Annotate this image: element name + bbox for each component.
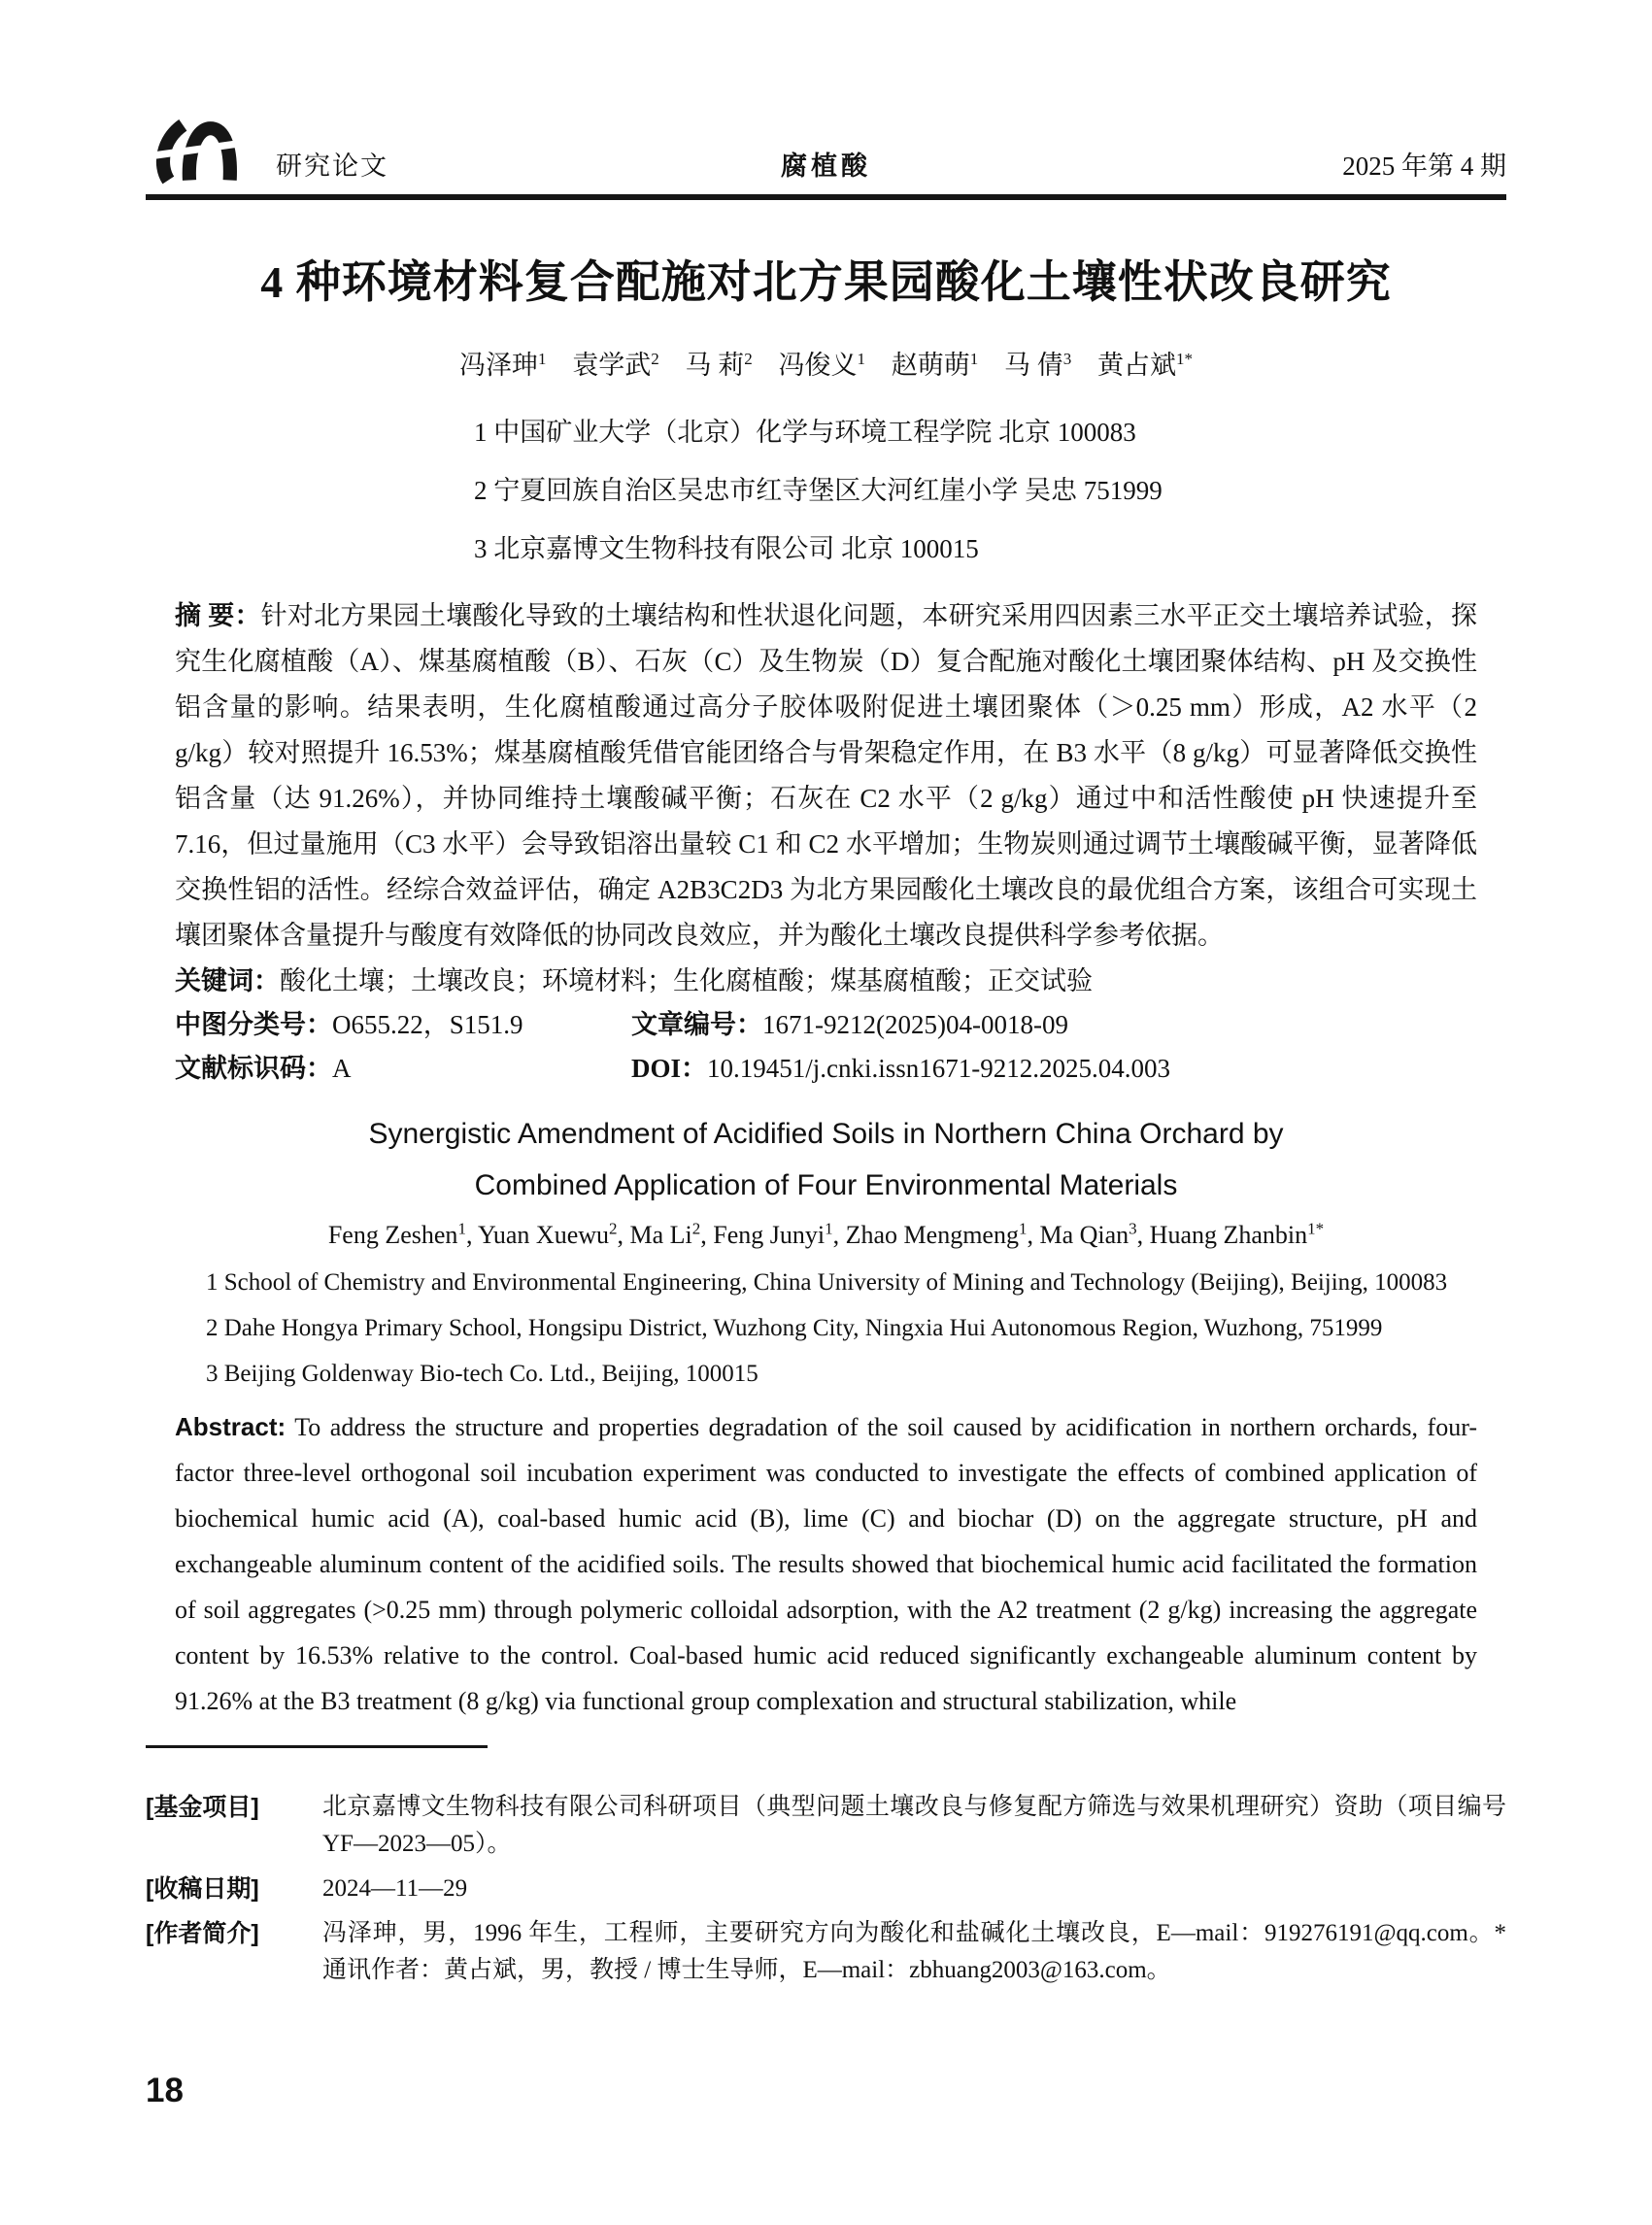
clc-label: 中图分类号： bbox=[175, 1010, 332, 1039]
footnote-label: [基金项目] bbox=[146, 1793, 259, 1821]
author-cn: 袁学武$^2$ bbox=[572, 350, 659, 380]
footnote-text: 北京嘉博文生物科技有限公司科研项目（典型问题土壤改良与修复配方筛选与效果机理研究）资助（项目编号 YF—2023—05）。 bbox=[322, 1793, 1506, 1857]
affiliation-en: 1 School of Chemistry and Environmental Engineering, China University of Mining and Technology (Beijing), Beijing, 100083 bbox=[206, 1268, 1448, 1296]
author-en: Feng Junyi$^1$, bbox=[713, 1219, 846, 1249]
author-en: Zhao Mengmeng$^1$, bbox=[845, 1219, 1040, 1249]
affiliation-cn: 1 中国矿业大学（北京）化学与环境工程学院 北京 100083 bbox=[474, 418, 1136, 447]
footnote-text: 冯泽珅，男，1996 年生，工程师，主要研究方向为酸化和盐碱化土壤改良，E—mail：919276191@qq.com。* 通讯作者：黄占斌，男，教授 / 博士生导师，E—mail：zbhuang2003@163.com。 bbox=[322, 1919, 1506, 1983]
keywords-label: 关键词： bbox=[175, 966, 280, 995]
affiliations-en bbox=[146, 1260, 1506, 1397]
affiliation-cn: 2 宁夏回族自治区吴忠市红寺堡区大河红崖小学 吴忠 751999 bbox=[474, 476, 1163, 505]
footnote-text: 2024—11—29 bbox=[322, 1874, 468, 1902]
header-category: 研究论文 bbox=[276, 152, 388, 181]
article-number-value: 1671-9212(2025)04-0018-09 bbox=[762, 1010, 1068, 1039]
author-en: Huang Zhanbin$^{1*}$ bbox=[1149, 1219, 1325, 1249]
footnote-item bbox=[146, 1871, 1506, 1907]
authors-en bbox=[146, 1219, 1506, 1250]
meta-row-1 bbox=[175, 1003, 1477, 1047]
page-number: 18 bbox=[146, 2072, 184, 2109]
affiliation-en: 2 Dahe Hongya Primary School, Hongsipu District, Wuzhong City, Ningxia Hui Autonomous Region, Wuzhong, 751999 bbox=[206, 1314, 1383, 1341]
document-code-value: A bbox=[332, 1054, 352, 1083]
author-en: Yuan Xuewu$^2$, bbox=[477, 1219, 630, 1249]
author-cn: 马 莉$^2$ bbox=[685, 350, 753, 380]
abstract-en-text: To address the structure and properties degradation of the soil caused by acidification in northern orchards, four-factor three-level orthogonal soil incubation experiment was conducted to investigate the effects of combined application of biochemical humic acid (A), coal-based humic acid (B), lime (C) and biochar (D) on the aggregate structure, pH and exchangeable aluminum content of the acidified soils. The results showed that biochemical humic acid facilitated the formation of soil aggregates (>0.25 mm) through polymeric colloidal adsorption, with the A2 treatment (2 g/kg) increasing the aggregate content by 16.53% relative to the control. Coal-based humic acid reduced significantly exchangeable aluminum content by 91.26% at the B3 treatment (8 g/kg) via functional group complexation and structural stabilization, while bbox=[175, 1412, 1477, 1715]
abstract-cn-label: 摘 要： bbox=[175, 601, 261, 630]
article-title-en-line: Combined Application of Four Environmental Materials bbox=[474, 1169, 1178, 1201]
meta-block bbox=[146, 1003, 1506, 1091]
footnotes bbox=[146, 1789, 1506, 1989]
affiliation-en: 3 Beijing Goldenway Bio-tech Co. Ltd., Beijing, 100015 bbox=[206, 1360, 759, 1387]
author-en: Ma Qian$^3$, bbox=[1039, 1219, 1150, 1249]
footnote-item bbox=[146, 1789, 1506, 1863]
doi-value: 10.19451/j.cnki.issn1671-9212.2025.04.003 bbox=[707, 1054, 1171, 1083]
author-en: Feng Zeshen$^1$, bbox=[327, 1219, 478, 1249]
affiliation-cn: 3 北京嘉博文生物科技有限公司 北京 100015 bbox=[474, 534, 979, 563]
header-rule bbox=[146, 194, 1506, 200]
author-en: Ma Li$^2$, bbox=[629, 1219, 714, 1249]
journal-logo-icon bbox=[146, 109, 243, 188]
header-journal-name: 腐植酸 bbox=[781, 152, 871, 181]
keywords-text: 酸化土壤；土壤改良；环境材料；生化腐植酸；煤基腐植酸；正交试验 bbox=[280, 966, 1093, 995]
doi-label: DOI： bbox=[631, 1054, 708, 1083]
footnote-label: [作者简介] bbox=[146, 1919, 259, 1947]
abstract-en bbox=[146, 1404, 1506, 1724]
header-issue: 2025 年第 4 期 bbox=[1342, 152, 1506, 181]
header-left bbox=[146, 109, 599, 188]
article-title-cn: 4 种环境材料复合配施对北方果园酸化土壤性状改良研究 bbox=[260, 257, 1392, 307]
article-title-en bbox=[146, 1108, 1506, 1211]
page-header bbox=[146, 109, 1506, 188]
footnote-rule bbox=[146, 1745, 488, 1748]
document-code bbox=[175, 1047, 631, 1091]
abstract-cn bbox=[146, 593, 1506, 959]
article-number-label: 文章编号： bbox=[631, 1010, 762, 1039]
footnote-label: [收稿日期] bbox=[146, 1874, 259, 1903]
keywords-cn bbox=[146, 959, 1506, 1003]
abstract-cn-text: 针对北方果园土壤酸化导致的土壤结构和性状退化问题，本研究采用四因素三水平正交土壤培养试验，探究生化腐植酸（A）、煤基腐植酸（B）、石灰（C）及生物炭（D）复合配施对酸化土壤团聚体结构、pH 及交换性铝含量的影响。结果表明，生化腐植酸通过高分子胶体吸附促进土壤团聚体（＞0.25 mm）形成，A2 水平（2 g/kg）较对照提升 16.53%；煤基腐植酸凭借官能团络合与骨架稳定作用，在 B3 水平（8 g/kg）可显著降低交换性铝含量（达 91.26%），并协同维持土壤酸碱平衡；石灰在 C2 水平（2 g/kg）通过中和活性酸使 pH 快速提升至 7.16，但过量施用（C3 水平）会导致铝溶出量较 C1 和 C2 水平增加；生物炭则通过调节土壤酸碱平衡，显著降低交换性铝的活性。经综合效益评估，确定 A2B3C2D3 为北方果园酸化土壤改良的最优组合方案，该组合可实现土壤团聚体含量提升与酸度有效降低的协同改良效应，并为酸化土壤改良提供科学参考依据。 bbox=[175, 601, 1478, 950]
affiliations-cn bbox=[146, 403, 1506, 578]
author-cn: 马 倩$^3$ bbox=[1004, 350, 1072, 380]
author-cn: 冯泽珅$^1$ bbox=[459, 350, 547, 380]
article-number bbox=[631, 1003, 1477, 1047]
article-title-en-line: Synergistic Amendment of Acidified Soils in Northern China Orchard by bbox=[368, 1118, 1284, 1150]
document-code-label: 文献标识码： bbox=[175, 1054, 332, 1083]
clc-number bbox=[175, 1003, 631, 1047]
author-cn: 黄占斌$^{1*}$ bbox=[1097, 350, 1193, 380]
clc-value: O655.22，S151.9 bbox=[332, 1010, 523, 1039]
author-cn: 冯俊义$^1$ bbox=[778, 350, 865, 380]
doi bbox=[631, 1047, 1477, 1091]
meta-row-2 bbox=[175, 1047, 1477, 1091]
author-cn: 赵萌萌$^1$ bbox=[891, 350, 979, 380]
abstract-en-label: Abstract: bbox=[175, 1411, 287, 1441]
footnote-item bbox=[146, 1915, 1506, 1989]
authors-cn bbox=[146, 344, 1506, 382]
